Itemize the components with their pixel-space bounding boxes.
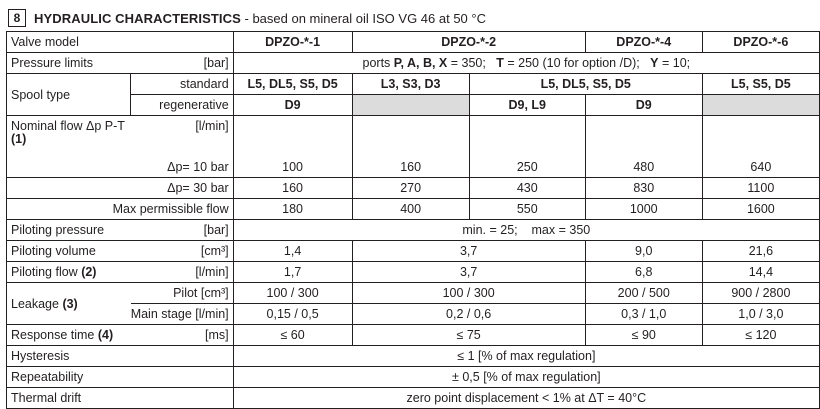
leakage-text: Leakage	[11, 296, 63, 311]
dp10-value-1: 100	[233, 157, 352, 178]
table-row	[7, 388, 820, 409]
row-label-piloting-volume: Piloting volume	[11, 244, 96, 258]
table-row	[7, 241, 820, 262]
row-label-hysteresis: Hysteresis	[7, 346, 234, 367]
table-row	[7, 157, 820, 178]
response-time-2: ≤ 75	[352, 325, 585, 346]
piloting-flow-6: 14,4	[702, 262, 819, 283]
pressure-y: Y	[650, 56, 659, 70]
response-time-unit: [ms]	[205, 328, 229, 342]
spool-regenerative-label: regenerative	[131, 95, 233, 116]
hydraulic-characteristics-table	[6, 31, 820, 409]
row-label-thermal-drift: Thermal drift	[7, 388, 234, 409]
spool-standard-2b-4: L5, DL5, S5, D5	[469, 74, 702, 95]
nominal-flow-note: (1)	[11, 132, 27, 146]
table-row	[7, 116, 820, 158]
piloting-pressure-label-cell	[7, 220, 234, 241]
table-row	[7, 367, 820, 388]
row-label-piloting-flow	[11, 265, 96, 279]
spool-standard-6: L5, S5, D5	[702, 74, 819, 95]
table-row	[7, 178, 820, 199]
max-flow-value-6: 1600	[702, 199, 819, 220]
max-flow-value-2b: 550	[469, 199, 585, 220]
dp30-value-4: 830	[585, 178, 702, 199]
blank-cell	[702, 116, 819, 158]
pressure-unit: [bar]	[203, 56, 229, 70]
piloting-flow-1: 1,7	[233, 262, 352, 283]
leakage-main-4: 0,3 / 1,0	[585, 304, 702, 325]
leakage-pilot-2: 100 / 300	[352, 283, 585, 304]
pressure-ports: P, A, B, X	[393, 56, 448, 70]
model-header-2: DPZO-*-2	[352, 32, 585, 53]
table-row	[7, 32, 820, 53]
table-row	[7, 199, 820, 220]
model-header-4: DPZO-*-4	[585, 32, 702, 53]
leakage-pilot-1: 100 / 300	[233, 283, 352, 304]
piloting-flow-label-cell	[7, 262, 234, 283]
model-header-6: DPZO-*-6	[702, 32, 819, 53]
piloting-flow-2: 3,7	[352, 262, 585, 283]
piloting-pressure-unit: [bar]	[203, 223, 229, 237]
leakage-pilot-6: 900 / 2800	[702, 283, 819, 304]
spool-standard-label: standard	[131, 74, 233, 95]
model-header-1: DPZO-*-1	[233, 32, 352, 53]
pressure-mid: = 350;	[447, 56, 497, 70]
section-header	[8, 9, 486, 27]
piloting-volume-2: 3,7	[352, 241, 585, 262]
dp10-label: Δp= 10 bar	[7, 157, 234, 178]
spool-standard-1: L5, DL5, S5, D5	[233, 74, 352, 95]
pressure-limits-value	[233, 53, 819, 74]
piloting-flow-text: Piloting flow	[11, 265, 82, 279]
dp30-label: Δp= 30 bar	[7, 178, 234, 199]
section-title: HYDRAULIC CHARACTERISTICS	[34, 10, 241, 26]
spool-regenerative-2b: D9, L9	[469, 95, 585, 116]
max-flow-label: Max permissible flow	[7, 199, 234, 220]
table-row	[7, 220, 820, 241]
row-label-nominal-flow: Nominal flow Δp P-T	[11, 119, 125, 133]
response-time-text: Response time	[11, 328, 98, 342]
response-time-6: ≤ 120	[702, 325, 819, 346]
dp30-value-6: 1100	[702, 178, 819, 199]
piloting-volume-unit: [cm³]	[200, 244, 229, 258]
pressure-t: T	[496, 56, 504, 70]
max-flow-value-4: 1000	[585, 199, 702, 220]
hysteresis-value: ≤ 1 [% of max regulation]	[233, 346, 819, 367]
response-time-note: (4)	[97, 328, 114, 342]
row-label-repeatability: Repeatability	[7, 367, 234, 388]
max-flow-value-2a: 400	[352, 199, 469, 220]
piloting-flow-note: (2)	[81, 265, 97, 279]
piloting-volume-label-cell	[7, 241, 234, 262]
spool-regenerative-1: D9	[233, 95, 352, 116]
dp30-value-2a: 270	[352, 178, 469, 199]
spool-regenerative-4: D9	[585, 95, 702, 116]
repeatability-value: ± 0,5 [% of max regulation]	[233, 367, 819, 388]
piloting-pressure-value: min. = 25; max = 350	[233, 220, 819, 241]
leakage-main-2: 0,2 / 0,6	[352, 304, 585, 325]
row-label-piloting-pressure: Piloting pressure	[11, 223, 105, 237]
dp10-value-6: 640	[702, 157, 819, 178]
section-subtitle: - based on mineral oil ISO VG 46 at 50 °C	[240, 10, 486, 26]
row-label-spool-type: Spool type	[7, 74, 131, 116]
table-row	[7, 325, 820, 346]
table-row	[7, 74, 820, 95]
response-time-4: ≤ 90	[585, 325, 702, 346]
table-row	[7, 262, 820, 283]
blank-cell	[585, 116, 702, 158]
piloting-flow-4: 6,8	[585, 262, 702, 283]
table-row	[7, 283, 820, 304]
spool-regenerative-empty	[702, 95, 819, 116]
blank-cell	[233, 116, 352, 158]
pressure-limits-label-cell	[7, 53, 234, 74]
piloting-volume-4: 9,0	[585, 241, 702, 262]
response-time-1: ≤ 60	[233, 325, 352, 346]
nominal-flow-label-cell	[7, 116, 234, 158]
leakage-pilot-label: Pilot [cm³]	[131, 283, 233, 304]
piloting-volume-6: 21,6	[702, 241, 819, 262]
row-label-leakage	[7, 283, 131, 325]
row-label-pressure-limits: Pressure limits	[11, 56, 93, 70]
leakage-main-1: 0,15 / 0,5	[233, 304, 352, 325]
table-row	[7, 53, 820, 74]
piloting-flow-unit: [l/min]	[195, 265, 229, 279]
dp30-value-1: 160	[233, 178, 352, 199]
dp10-value-2b: 250	[469, 157, 585, 178]
spool-standard-2a: L3, S3, D3	[352, 74, 469, 95]
max-flow-value-1: 180	[233, 199, 352, 220]
row-label-response-time	[11, 328, 113, 342]
pressure-prefix: ports	[362, 56, 394, 70]
pressure-y-value: = 10;	[658, 56, 691, 70]
blank-cell	[352, 116, 469, 158]
leakage-note: (3)	[62, 296, 78, 311]
table-row	[7, 346, 820, 367]
flow-unit: [l/min]	[195, 119, 229, 133]
leakage-main-label: Main stage [l/min]	[131, 304, 233, 325]
leakage-pilot-4: 200 / 500	[585, 283, 702, 304]
response-time-label-cell	[7, 325, 234, 346]
section-number: 8	[8, 9, 26, 27]
spool-regenerative-empty	[352, 95, 469, 116]
pressure-t-value: = 250 (10 for option /D);	[503, 56, 651, 70]
thermal-drift-value: zero point displacement < 1% at ΔT = 40°C	[233, 388, 819, 409]
row-label-valve-model: Valve model	[7, 32, 234, 53]
dp10-value-4: 480	[585, 157, 702, 178]
leakage-main-6: 1,0 / 3,0	[702, 304, 819, 325]
blank-cell	[469, 116, 585, 158]
dp10-value-2a: 160	[352, 157, 469, 178]
piloting-volume-1: 1,4	[233, 241, 352, 262]
dp30-value-2b: 430	[469, 178, 585, 199]
